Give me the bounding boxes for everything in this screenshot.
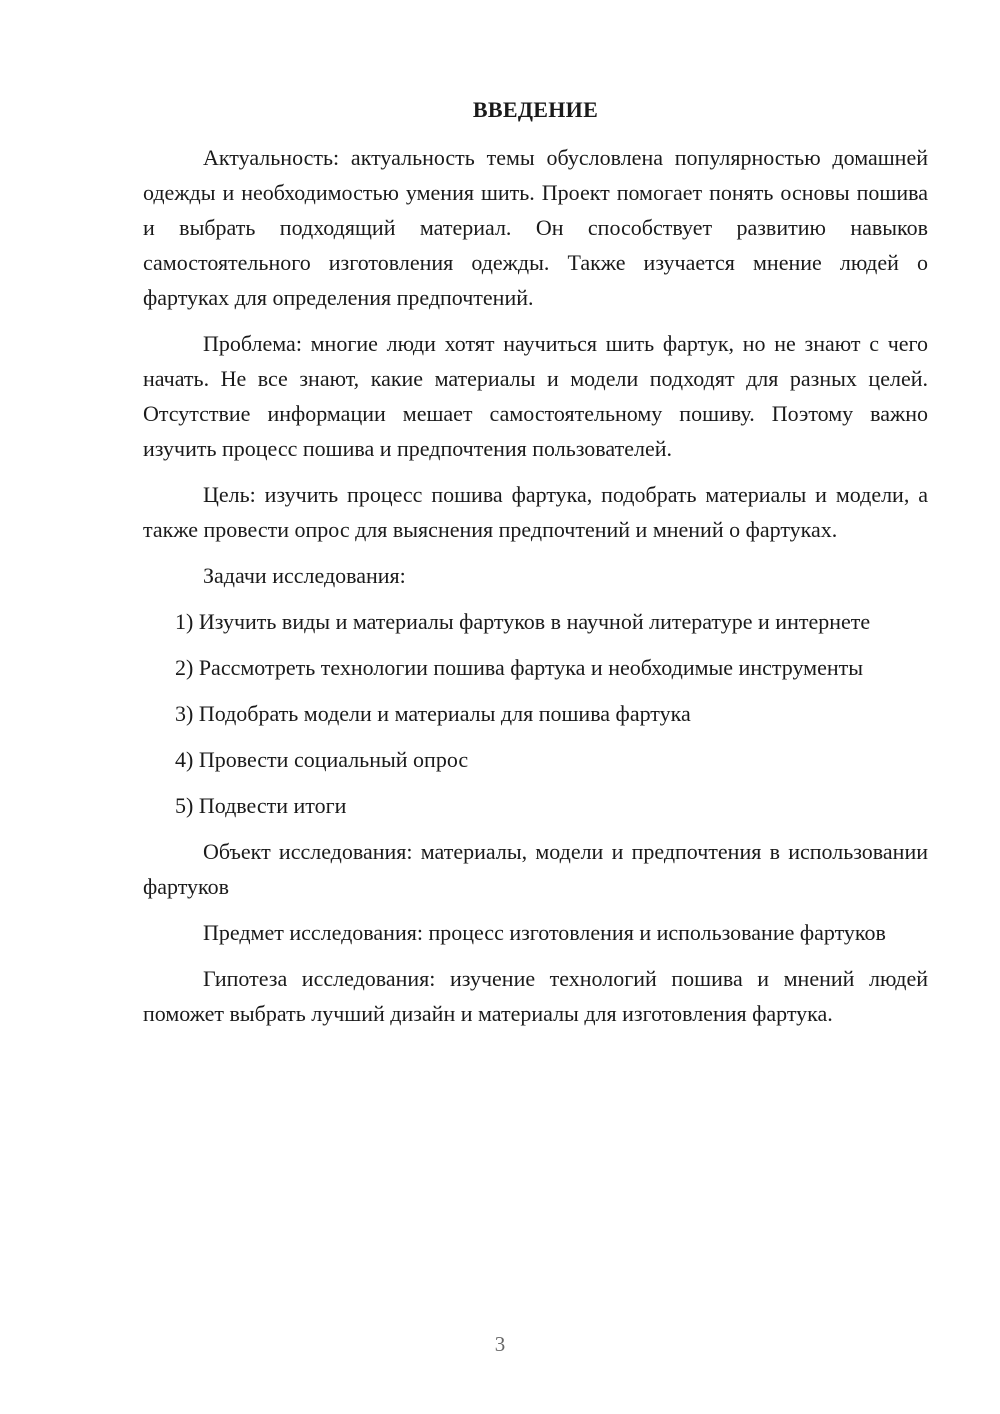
document-page [143,92,928,1042]
task-item: 4) Провести социальный опрос [175,747,469,772]
task-item: 2) Рассмотреть технологии пошива фартука и необходимые инструменты [175,655,864,680]
hypothesis-paragraph: Гипотеза исследования: изучение технологий пошива и мнений людей поможет выбрать лучший дизайн и материалы для изготовления фартука. [143,966,928,1026]
task-item: 1) Изучить виды и материалы фартуков в научной литературе и интернете [175,609,871,634]
goal-paragraph: Цель: изучить процесс пошива фартука, подобрать материалы и модели, а также провести опрос для выяснения предпочтений и мнений о фартуках. [143,482,928,542]
task-item: 5) Подвести итоги [175,793,347,818]
task-item: 3) Подобрать модели и материалы для пошива фартука [175,701,691,726]
tasks-heading: Задачи исследования: [203,563,406,588]
section-heading: ВВЕДЕНИЕ [472,97,599,122]
subject-paragraph: Предмет исследования: процесс изготовления и использование фартуков [203,920,886,945]
relevance-paragraph: Актуальность: актуальность темы обусловлена популярностью домашней одежды и необходимостью умения шить. Проект помогает понять основы пошива и выбрать подходящий материал. Он способствует развитию навыков самостоятельного изготовления одежды. Также изучается мнение людей о фартуках для определения предпочтений. [143,145,928,310]
problem-paragraph: Проблема: многие люди хотят научиться шить фартук, но не знают с чего начать. Не все знают, какие материалы и модели подходят для разных целей. Отсутствие информации мешает самостоятельному пошиву. Поэтому важно изучить процесс пошива и предпочтения пользователей. [143,331,928,461]
object-paragraph: Объект исследования: материалы, модели и предпочтения в использовании фартуков [143,839,928,899]
page-number: 3 [494,1332,506,1356]
